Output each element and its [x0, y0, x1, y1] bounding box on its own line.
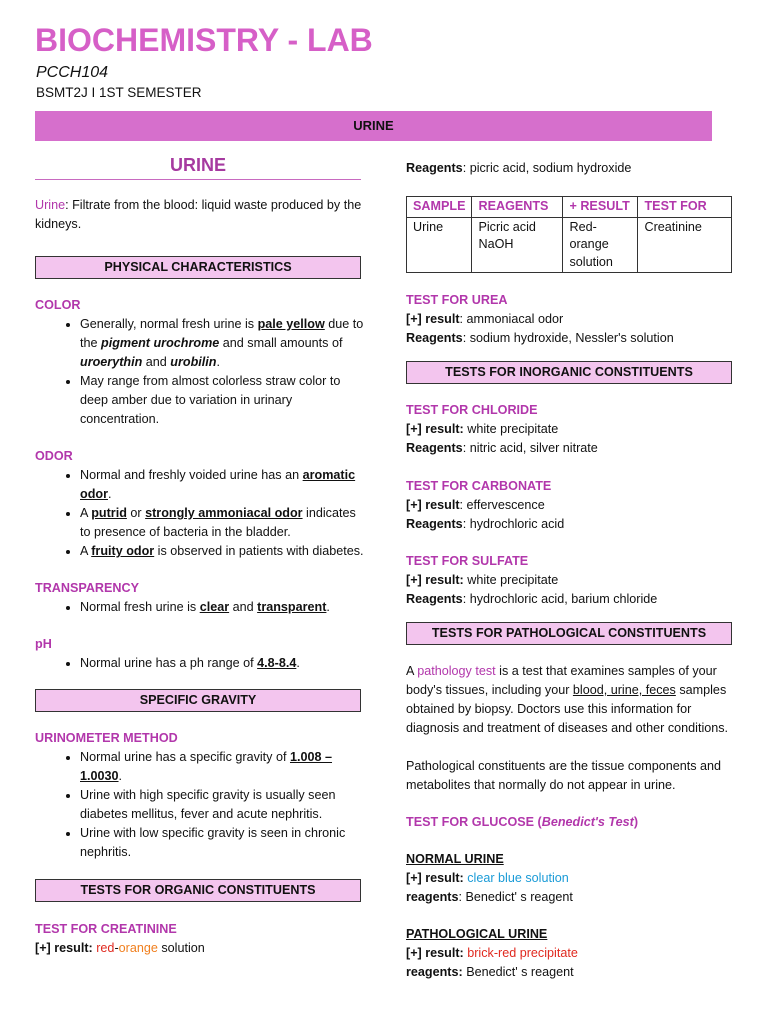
pathological-urine-heading: PATHOLOGICAL URINE: [406, 927, 548, 941]
list-item: • Normal urine has a ph range of 4.8-8.4.: [80, 654, 365, 673]
pathological-urine-result: [+] result: brick-red precipitate: [406, 946, 578, 960]
list-item: • Generally, normal fresh urine is pale yellow due to the pigment urochrome and small amounts of uroerythin and urobilin.: [80, 315, 365, 372]
carbonate-reagents: Reagents: hydrochloric acid: [406, 517, 565, 531]
pathological-constituents-box: TESTS FOR PATHOLOGICAL CONSTITUENTS: [406, 622, 732, 645]
normal-urine-reagents: reagents: Benedict' s reagent: [406, 890, 573, 904]
transparency-heading: TRANSPARENCY: [35, 581, 140, 595]
pathological-constituents-paragraph: Pathological constituents are the tissue components and metabolites that normally do not appear in urine.: [406, 759, 722, 792]
sulfate-result: [+] result: white precipitate: [406, 573, 559, 587]
sulfate-heading: TEST FOR SULFATE: [406, 554, 529, 568]
urine-heading: URINE: [35, 152, 361, 180]
organic-constituents-box: TESTS FOR ORGANIC CONSTITUENTS: [35, 879, 361, 902]
document-title: BIOCHEMISTRY - LAB: [35, 22, 373, 58]
list-item: • Normal urine has a specific gravity of 1.008 – 1.0030.: [80, 748, 365, 786]
urea-heading: TEST FOR UREA: [406, 293, 508, 307]
carbonate-result: [+] result: effervescence: [406, 498, 545, 512]
table-cell: Picric acid NaOH: [472, 217, 563, 273]
chloride-result: [+] result: white precipitate: [406, 422, 559, 436]
table-row: [407, 217, 732, 273]
list-item: • Urine with high specific gravity is usually seen diabetes mellitus, fever and acute nephritis.: [80, 786, 365, 824]
table-header: TEST FOR: [638, 197, 732, 218]
urea-result: [+] result: ammoniacal odor: [406, 312, 564, 326]
list-item: • A putrid or strongly ammoniacal odor indicates to presence of bacteria in the bladder.: [80, 504, 365, 542]
table-header: REAGENTS: [472, 197, 563, 218]
chloride-reagents: Reagents: nitric acid, silver nitrate: [406, 441, 598, 455]
urine-definition: [35, 196, 365, 234]
urinometer-list: [35, 748, 365, 862]
odor-heading: ODOR: [35, 449, 73, 463]
list-item: • Normal fresh urine is clear and transparent.: [80, 598, 365, 617]
creatinine-reagents: Reagents: picric acid, sodium hydroxide: [406, 161, 632, 175]
color-heading: COLOR: [35, 298, 81, 312]
odor-list: [35, 466, 365, 561]
creatinine-table: [406, 196, 732, 273]
left-column: [35, 152, 365, 958]
transparency-list: [35, 598, 365, 617]
list-item: • May range from almost colorless straw color to deep amber due to variation in urinary concentration.: [80, 372, 365, 429]
table-cell: Creatinine: [638, 217, 732, 273]
table-header: SAMPLE: [407, 197, 472, 218]
ph-list: [35, 654, 365, 673]
list-item: • Urine with low specific gravity is seen in chronic nephritis.: [80, 824, 365, 862]
table-header: + RESULT: [563, 197, 638, 218]
urinometer-heading: URINOMETER METHOD: [35, 731, 178, 745]
color-list: [35, 315, 365, 429]
physical-characteristics-box: PHYSICAL CHARACTERISTICS: [35, 256, 361, 279]
pathological-urine-reagents: reagents: Benedict' s reagent: [406, 965, 574, 979]
table-cell: Urine: [407, 217, 472, 273]
normal-urine-result: [+] result: clear blue solution: [406, 871, 569, 885]
chloride-heading: TEST FOR CHLORIDE: [406, 403, 538, 417]
normal-urine-heading: NORMAL URINE: [406, 852, 504, 866]
section-semester: BSMT2J I 1ST SEMESTER: [36, 85, 202, 100]
sulfate-reagents: Reagents: hydrochloric acid, barium chloride: [406, 592, 658, 606]
urine-definition-text: : Filtrate from the blood: liquid waste produced by the kidneys.: [35, 198, 362, 231]
list-item: • Normal and freshly voided urine has an aromatic odor.: [80, 466, 365, 504]
creatinine-heading: TEST FOR CREATININE: [35, 922, 177, 936]
inorganic-constituents-box: TESTS FOR INORGANIC CONSTITUENTS: [406, 361, 732, 384]
course-code: PCCH104: [36, 64, 109, 81]
topic-banner: URINE: [35, 111, 712, 141]
ph-heading: pH: [35, 637, 52, 651]
pathology-paragraph: A pathology test is a test that examines samples of your body's tissues, including your blood, urine, feces samples obtained by biopsy. Doctors use this information for diagnosis and treatment of diseases and other conditions.: [406, 664, 729, 735]
urea-reagents: Reagents: sodium hydroxide, Nessler's solution: [406, 331, 674, 345]
carbonate-heading: TEST FOR CARBONATE: [406, 479, 552, 493]
right-column: [406, 152, 736, 982]
creatinine-result: [+] result: red-orange solution: [35, 941, 205, 955]
specific-gravity-box: SPECIFIC GRAVITY: [35, 689, 361, 712]
urine-term: Urine: [35, 198, 66, 212]
table-cell: Red-orange solution: [563, 217, 638, 273]
glucose-heading: TEST FOR GLUCOSE (Benedict's Test): [406, 815, 639, 829]
list-item: • A fruity odor is observed in patients with diabetes.: [80, 542, 365, 561]
